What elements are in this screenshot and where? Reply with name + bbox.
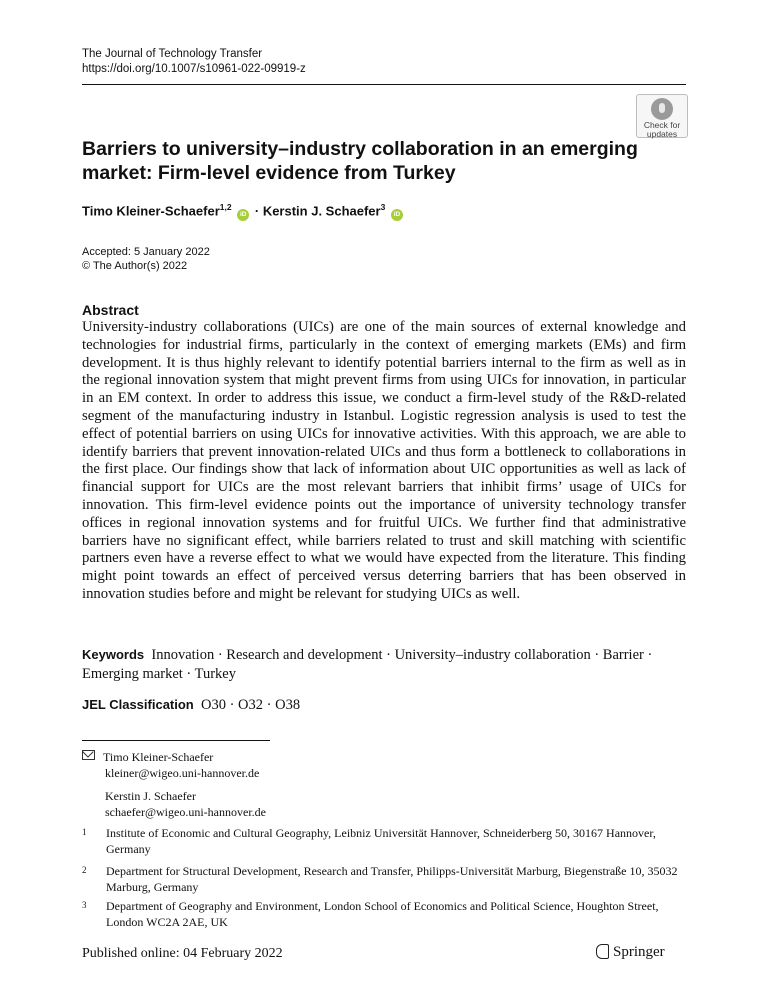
keywords-text: Innovation · Research and development · University–industry collaboration · Barrier · Emerging market · Turkey	[82, 647, 653, 682]
badge-line-2: updates	[646, 129, 678, 139]
contact-name: Kerstin J. Schaefer	[105, 789, 196, 803]
badge-line-1: Check for	[643, 120, 681, 130]
abstract-heading: Abstract	[82, 302, 139, 318]
contact-1	[82, 750, 266, 781]
affiliation-2	[82, 864, 686, 895]
doi-link[interactable]: https://doi.org/10.1007/s10961-022-09919-z	[82, 63, 306, 75]
contact-email[interactable]: schaefer@wigeo.uni-hannover.de	[105, 804, 266, 819]
author-name-1: Timo Kleiner-Schaefer	[82, 203, 220, 219]
contact-name: Timo Kleiner-Schaefer	[103, 750, 214, 764]
abstract-text: University-industry collaborations (UICs) are one of the main sources of external knowledge and technologies for industrial firms, particularly in the context of emerging markets (EMs) and firm development. It is thus highly relevant to identify potential barriers internal to the firm as well as in the regional innovation system that might prevent firms from using UICs for innovation, in particular in an EM context. In order to address this issue, we conduct a firm-level study of the R&D-related segment of the manufacturing industry in Istanbul. Logistic regression analysis is used to test the effect of potential barriers on using UICs for innovative activities. With this approach, we are able to identify barriers that prevent innovation-related UICs and thus form a bottleneck to collaborations in the first place. Our findings show that lack of information about UIC opportunities as well as lack of financial support for UICs are the most relevant barriers that inhibit firms’ usage of UICs for innovation. This firm-level evidence points out the importance of university technology transfer offices in regional innovation systems and for fruitful UICs. We further find that administrative barriers have no significant effect, while barriers related to trust and skill matching with scientific partners even have a reverse effect to what we would have expected from the literature. This finding might point towards an effect of perceived versus deterring barriers that has been observed in innovation studies before and might be relevant for studying UICs as well.	[82, 319, 686, 602]
author-affil-1: 1,2	[219, 202, 232, 212]
author-affil-2: 3	[380, 202, 386, 212]
accepted-date: Accepted: 5 January 2022	[82, 246, 210, 258]
copyright: © The Author(s) 2022	[82, 260, 188, 272]
affiliation-number: 3	[82, 900, 87, 910]
affiliation-text: Department for Structural Development, Research and Transfer, Philipps-Universität Marburg, Biegenstraße 10, 35032 Marburg, Germany	[106, 864, 678, 894]
orcid-icon[interactable]: iD	[237, 209, 249, 221]
jel-classification	[82, 697, 300, 714]
affiliation-1	[82, 826, 686, 857]
check-updates-icon	[651, 98, 673, 120]
author-name-2: Kerstin J. Schaefer	[262, 203, 381, 219]
author-list	[82, 202, 405, 221]
author-separator: ·	[254, 203, 260, 219]
contact-info	[82, 750, 266, 820]
keywords	[82, 645, 686, 684]
affiliation-number: 2	[82, 865, 87, 875]
paper-title: Barriers to university–industry collaboration in an emerging market: Firm-level evidence from Turkey	[82, 138, 638, 184]
affiliation-text: Department of Geography and Environment, London School of Economics and Political Science, Houghton Street, London WC2A 2AE, UK	[106, 899, 659, 929]
footnote-rule	[82, 740, 270, 741]
affiliation-3	[82, 899, 686, 930]
publisher-name: Springer	[613, 944, 665, 960]
affiliation-text: Institute of Economic and Cultural Geography, Leibniz Universität Hannover, Schneiderberg 50, 30167 Hannover, Germany	[106, 826, 656, 856]
journal-name: The Journal of Technology Transfer	[82, 48, 263, 60]
springer-horse-icon	[596, 944, 609, 959]
affiliation-number: 1	[82, 827, 87, 837]
header-rule	[82, 84, 686, 85]
publication-dates	[82, 245, 210, 273]
springer-logo	[596, 944, 665, 961]
jel-codes: O30 · O32 · O38	[201, 697, 301, 713]
orcid-icon[interactable]: iD	[391, 209, 403, 221]
journal-header	[82, 47, 306, 77]
keywords-label: Keywords	[82, 647, 145, 662]
jel-label: JEL Classification	[82, 697, 194, 712]
contact-2	[105, 789, 266, 820]
check-for-updates-badge[interactable]	[636, 94, 688, 138]
published-online: Published online: 04 February 2022	[82, 946, 283, 961]
envelope-icon	[82, 750, 95, 760]
contact-email[interactable]: kleiner@wigeo.uni-hannover.de	[105, 765, 260, 780]
